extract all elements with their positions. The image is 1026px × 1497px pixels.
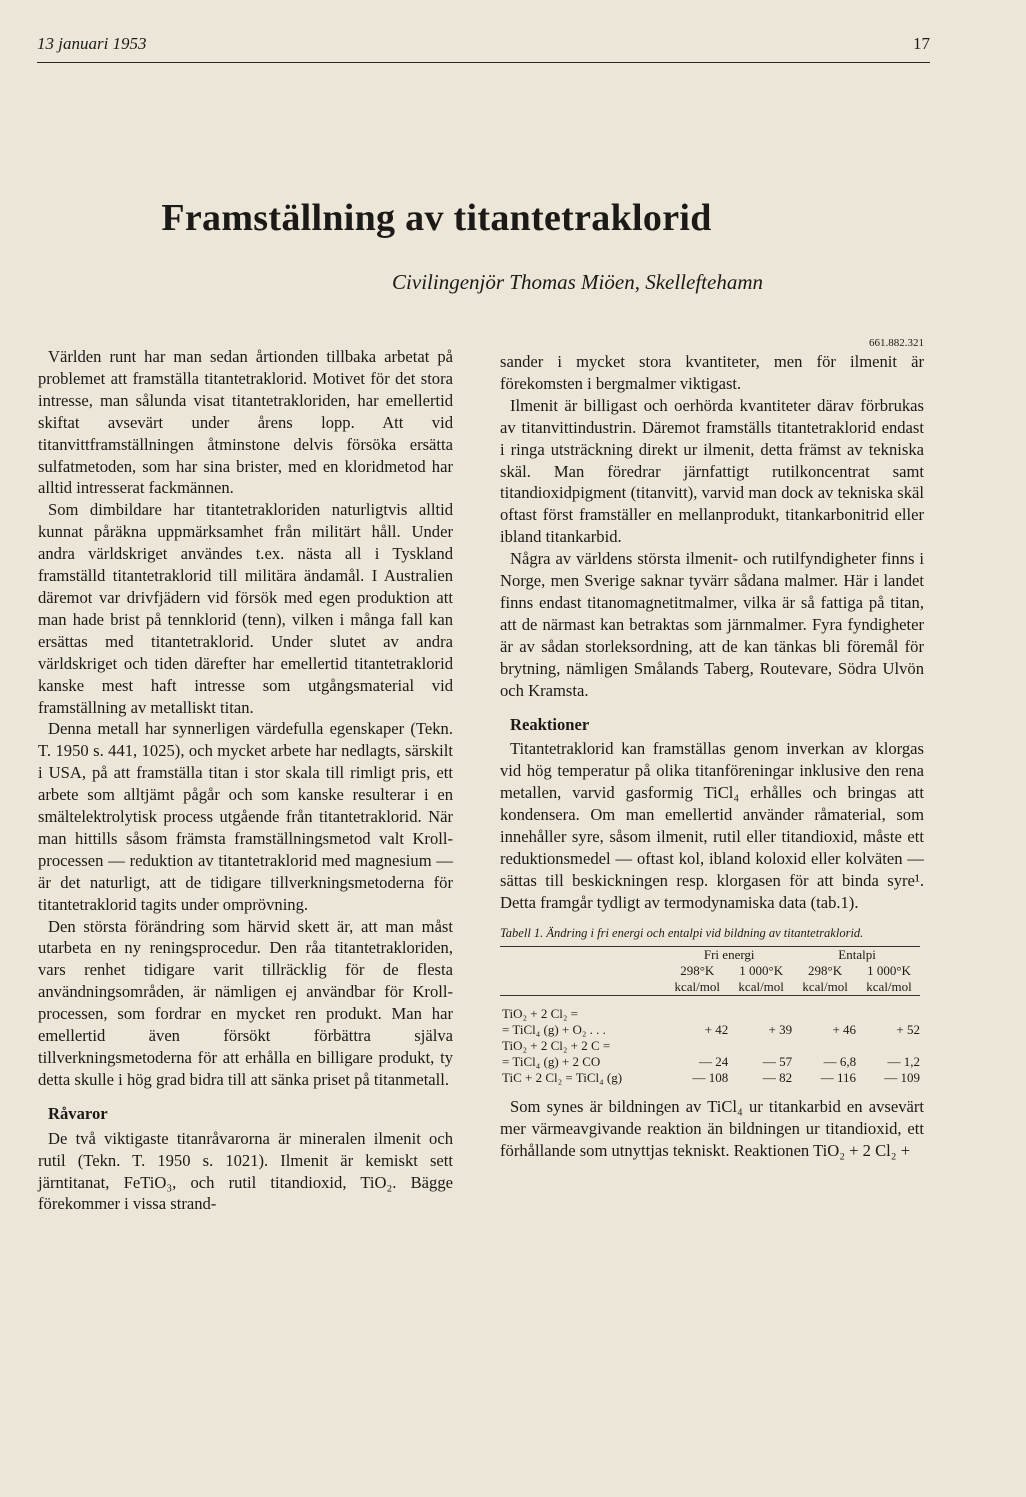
issue-date: 13 januari 1953: [37, 34, 147, 53]
table-row: [500, 1054, 920, 1070]
table-cell: — 109: [884, 1070, 920, 1086]
page-number: 17: [913, 34, 930, 53]
table-row: [500, 996, 920, 1023]
table-cell: [664, 996, 728, 1023]
table-temp-header: 298°K: [680, 963, 715, 979]
article-title: Framställning av titantetraklorid: [161, 197, 712, 239]
section-heading-reactions: Reaktioner: [510, 714, 590, 734]
table-cell: — 116: [820, 1070, 857, 1086]
table-unit-header: kcal/mol: [738, 979, 784, 995]
table-cell: — 57: [762, 1054, 793, 1070]
table-cell: + 52: [896, 1022, 920, 1038]
paragraph: Några av världens största ilmenit- och rutilfyndigheter finns i Norge, men Sverige saknar tyvärr sådana malmer. Här i landet finns endast titanomagnetitmalmer, vilka är så fattiga på titan, att de närmast kan betraktas som järnmalmer. Fyra fyndigheter är av sådan storleksordning, att de kan tänkas bli föremål för brytning, nämligen Smålands Taberg, Routevare, Södra Ulvön och Kramsta.: [500, 549, 924, 700]
right-column: [500, 337, 924, 1162]
paragraph: sander i mycket stora kvantiteter, men för ilmenit är förekomsten i bergmalmer viktigast.: [500, 352, 924, 393]
paragraph: Titantetraklorid kan framställas genom inverkan av klorgas vid hög temperatur på olika titanföreningar inklusive den rena metallen, varvid gasformig TiCl₄ erhålles och bringas att kondensera. Om man emellertid använder råmaterial, som innehåller syre, såsom ilmenit, rutil eller titandioxid, måste ett reduktionsmedel — oftast kol, ibland koloxid eller kolväten — sättas till beskickningen resp. klorgasen för att binda syre¹. Detta framgår tydligt av termodynamiska data (tab.1).: [500, 739, 924, 912]
table-cell: [792, 1038, 856, 1054]
paragraph: Denna metall har synnerligen värdefulla egenskaper (Tekn. T. 1950 s. 441, 1025), och mycket arbete har nedlagts, särskilt i USA, på att framställa titan i stor skala till rimligt pris, ett arbete som alltjämt pågår och som kanske resulterar i en smältelektrolytisk process utgående från titantetraklorid. När man hittills såsom främsta framställningsmetod valt Kroll-processen — reduktion av titantetraklorid med magnesium — är det naturligt, att de tidigare tillverkningsmetoderna för titantetraklorid tagits under omprövning.: [38, 719, 453, 914]
reaction-label: TiC + 2 Cl₂ = TiCl₄ (g): [502, 1070, 623, 1086]
table-cell: — 24: [698, 1054, 729, 1070]
reaction-label: TiO₂ + 2 Cl₂ + 2 C =: [502, 1038, 611, 1054]
table-row: [500, 1022, 920, 1038]
table-cell: [792, 996, 856, 1023]
table-cell: [856, 1038, 920, 1054]
table-cell: [728, 1038, 792, 1054]
table-cell: [664, 1038, 728, 1054]
paragraph: Som dimbildare har titantetrakloriden naturligtvis alltid kunnat påräkna uppmärksamhet från militärt håll. Under andra världskriget användes t.ex. nästa all i Tyskland framställd titantetraklorid till militära ändamål. I Australien däremot var drivfjädern vid försök med egen produktion att man hade brist på tennklorid (tenn), vilken i många fall kan ersättas med titantetraklorid. Under slutet av andra världskriget och tiden därefter har emellertid titantetraklorid kanske mest haft intresse som utgångsmaterial vid framställning av metalliskt titan.: [38, 500, 453, 717]
table-unit-header: kcal/mol: [866, 979, 912, 995]
table-cell: [728, 996, 792, 1023]
table-cell: + 46: [832, 1022, 857, 1038]
table-cell: — 108: [692, 1070, 729, 1086]
paragraph: Ilmenit är billigast och oerhörda kvantiteter därav förbrukas av titanvittindustrin. Däremot framställs titantetraklorid endast i ringa utsträckning direkt ur ilmenit, detta främst av tekniska skäl. Man föredrar järnfattigt rutilkoncentrat samt titandioxidpigment (titanvitt), varvid man dock av tekniska skäl oftast först framställer en mellanprodukt, titankarbonitrid eller ibland titankarbid.: [500, 395, 924, 547]
table-cell: + 39: [768, 1022, 793, 1038]
paragraph: Världen runt har man sedan årtionden tillbaka arbetat på problemet att framställa titantetraklorid. Motivet för det stora intresse, man sålunda visat titantetrakloriden, har emellertid skiftat avsevärt under årens lopp. Att vid titanvittframställningen åtminstone delvis försöka ersätta sulfatmetoden, som har sina brister, med en kloridmetod har alltid intresserat fackmännen.: [38, 347, 453, 498]
table-unit-header: kcal/mol: [802, 979, 848, 995]
article-byline: Civilingenjör Thomas Miöen, Skelleftehamn: [392, 270, 763, 294]
left-column: [38, 346, 453, 1215]
table-group-header: Fri energi: [703, 947, 755, 963]
page-header: [37, 34, 930, 63]
table-cell: + 42: [704, 1022, 729, 1038]
table-cell: — 6,8: [823, 1054, 857, 1070]
table-cell: — 82: [762, 1070, 793, 1086]
reaction-label: TiO₂ + 2 Cl₂ =: [502, 1006, 578, 1022]
table-row: [500, 1038, 920, 1054]
table-cell: — 1,2: [887, 1054, 920, 1070]
table-temp-header: 298°K: [808, 963, 843, 979]
reaction-label: = TiCl₄ (g) + 2 CO: [502, 1054, 601, 1070]
table-temp-header: 1 000°K: [867, 963, 911, 979]
reaction-label: = TiCl₄ (g) + O₂ . . .: [502, 1022, 606, 1038]
table-unit-header: kcal/mol: [674, 979, 720, 995]
table-cell: [856, 996, 920, 1023]
classification-number: 661.882.321: [869, 337, 924, 349]
table-caption: Tabell 1. Ändring i fri energi och entalpi vid bildning av titantetraklorid.: [500, 925, 864, 940]
paragraph: De två viktigaste titanråvarorna är mineralen ilmenit och rutil (Tekn. T. 1950 s. 1021). Ilmenit är kemiskt sett järntitanat, FeTiO₃, och rutil titandioxid, TiO₂. Bägge förekommer i vissa strand-: [38, 1128, 453, 1214]
section-heading-raw-materials: Råvaror: [48, 1103, 108, 1123]
paragraph: Den största förändring som härvid skett är, att man måst utarbeta en ny reningsprocedur. Den råa titantetrakloriden, vars renhet tidigare varit tillräcklig för de flesta användningsområden, är nämligen ej användbar för Kroll-processen, som fordrar en mycket ren produkt. Man har emellertid även försökt förbättra själva tillverkningsmetoderna för att erhålla en billigare produkt, ty detta skulle i hög grad bidra till att sänka priset på titanmetall.: [38, 916, 453, 1089]
table-group-header: Entalpi: [838, 947, 876, 963]
table-temp-header: 1 000°K: [739, 963, 784, 979]
table-row: [500, 1070, 920, 1086]
thermodynamics-table: [500, 946, 920, 1086]
paragraph: Som synes är bildningen av TiCl₄ ur titankarbid en avsevärt mer värmeavgivande reaktion än bildningen ur titandioxid, ett förhållande som utnyttjas tekniskt. Reaktionen TiO₂ + 2 Cl₂ +: [500, 1097, 924, 1160]
